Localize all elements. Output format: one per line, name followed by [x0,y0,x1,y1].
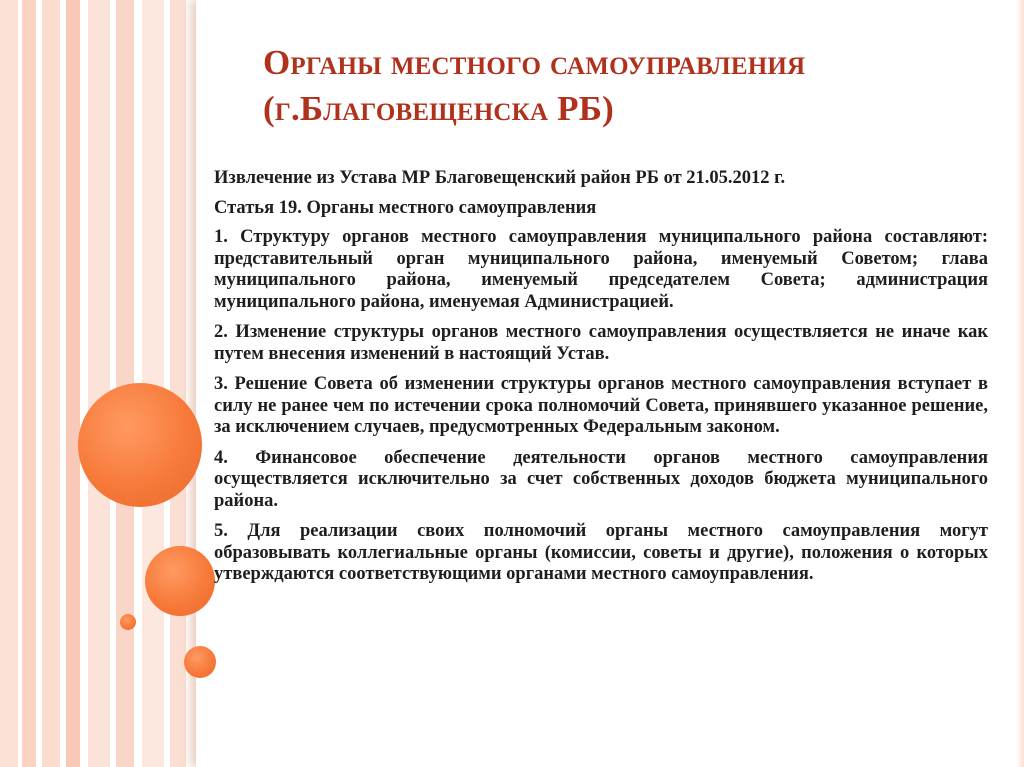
article-heading: Статья 19. Органы местного самоуправления [214,197,597,218]
paragraph-3: 3. Решение Совета об изменении структуры органов местного самоуправления вступает в силу не ранее чем по истечении срока полномочий Совета, принявшего указанное решение, за исключением случаев, предусмотренных Федеральным законом. [214,374,988,437]
panel-right-edge [1016,0,1024,767]
paragraph-2: 2. Изменение структуры органов местного самоуправления осуществляется не иначе как путем внесения изменений в настоящий Устав. [214,322,988,364]
paragraph-5: 5. Для реализации своих полномочий органы местного самоуправления могут образовывать коллегиальные органы (комиссии, советы и другие), положения о которых утверждаются соответствующими органами местного самоуправления. [214,521,988,584]
decorative-stripes [0,0,196,767]
paragraph-4: 4. Финансовое обеспечение деятельности органов местного самоуправления осуществляется исключительно за счет собственных доходов бюджета муниципального района. [214,447,988,511]
decorative-circle-medium [145,546,215,616]
source-line: Извлечение из Устава МР Благовещенский район РБ от 21.05.2012 г. [214,168,786,188]
paragraph-1: 1. Структуру органов местного самоуправления муниципального района составляют: представительный орган муниципального района, именуемый Советом; глава муниципального района, именуемый председателем Совета; администрация муниципального района, именуемая Администрацией. [214,227,988,312]
slide-title [263,40,983,132]
decorative-circle-large [78,383,202,507]
slide-title-line-1: Органы местного самоуправления [263,43,806,82]
decorative-circle-tiny [184,646,216,678]
slide-content [214,168,988,595]
decorative-circle-small [120,614,136,630]
slide-title-line-2: (г.Благовещенска РБ) [263,89,614,128]
